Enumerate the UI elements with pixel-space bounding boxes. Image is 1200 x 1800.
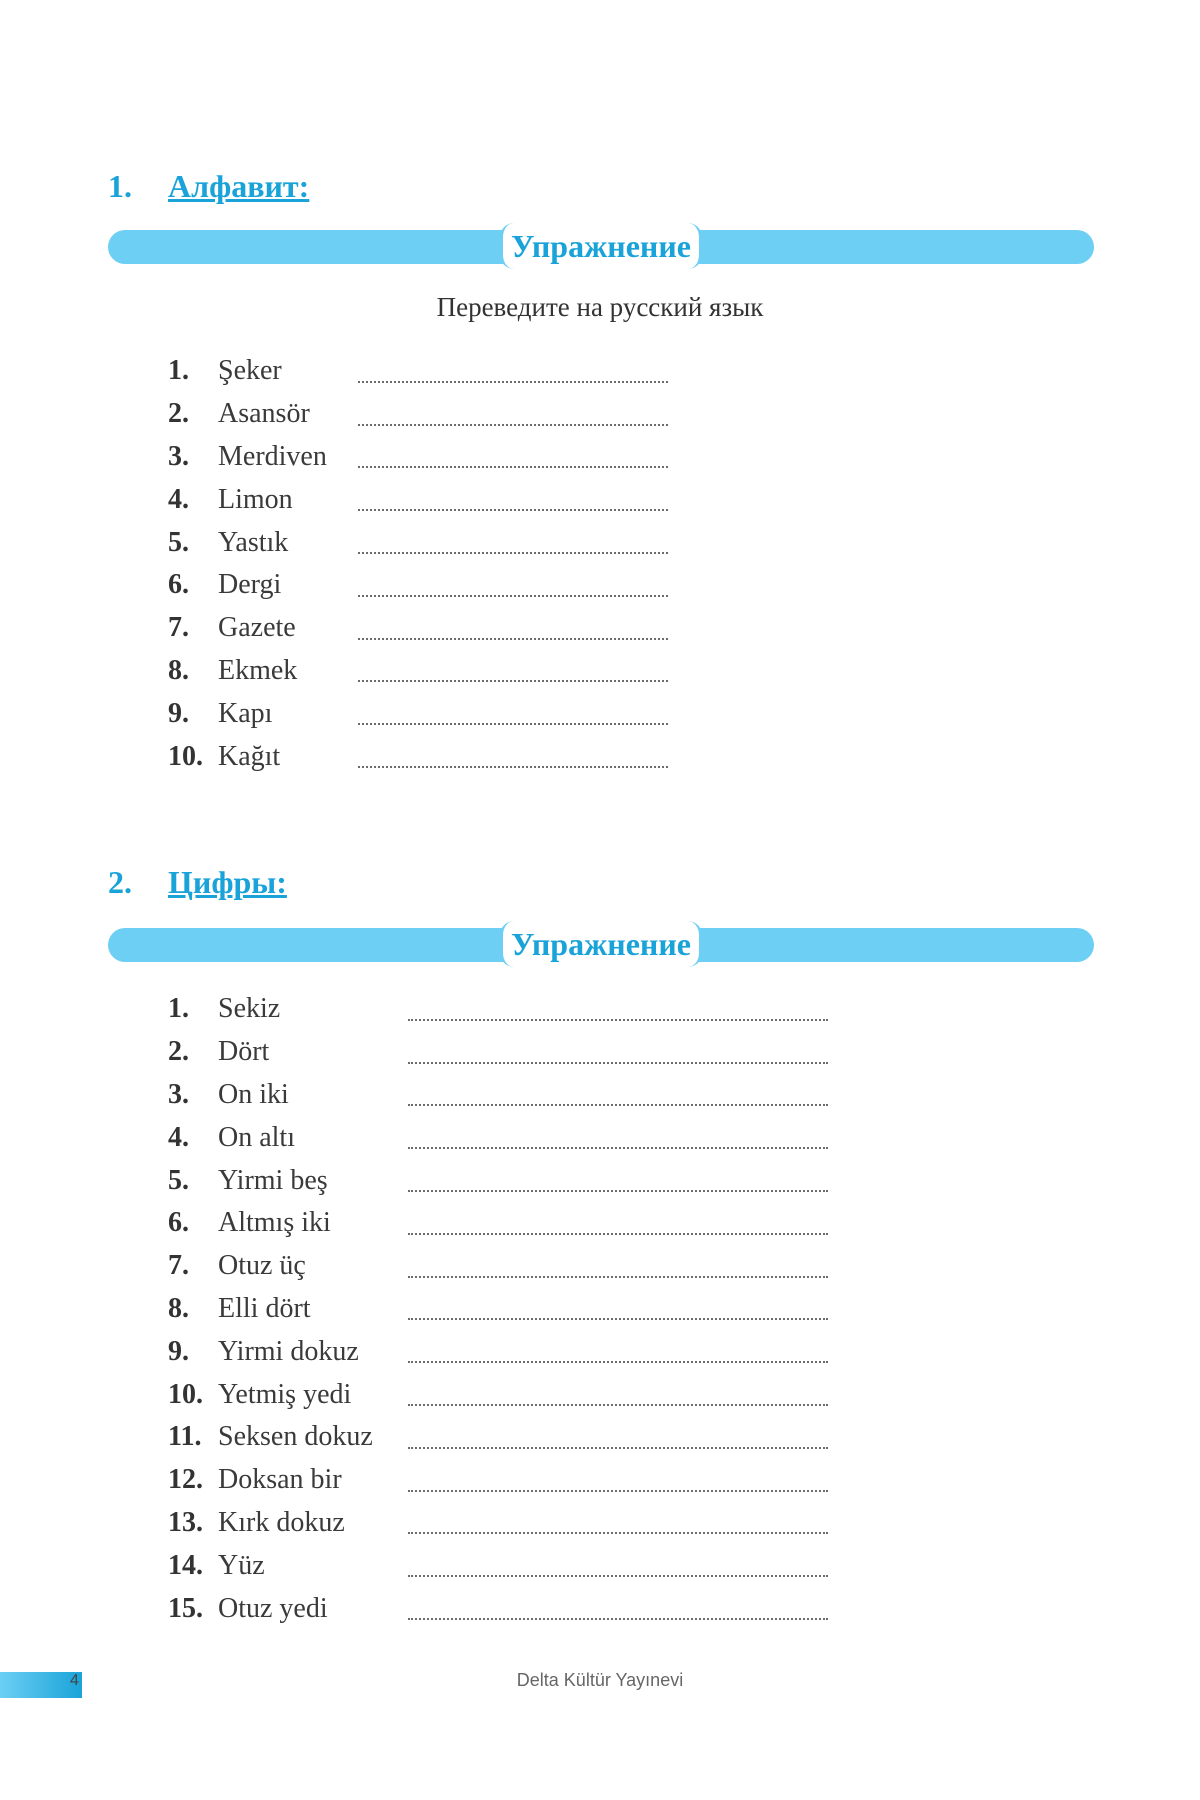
item-number: 2.	[168, 398, 189, 430]
exercise-item	[168, 1373, 373, 1416]
answer-line[interactable]	[408, 1019, 828, 1021]
exercise-item	[168, 478, 327, 521]
item-word: Kağıt	[218, 740, 281, 772]
item-word: Ekmek	[218, 654, 298, 686]
item-word: Şeker	[218, 355, 282, 387]
item-number: 1.	[168, 355, 189, 387]
exercise-item	[168, 393, 327, 436]
item-number: 6.	[168, 569, 189, 601]
exercise-item	[168, 1330, 373, 1373]
exercise-item	[168, 1288, 373, 1331]
item-word: Kapı	[218, 697, 273, 729]
item-word: On altı	[218, 1121, 295, 1153]
exercise-item	[168, 1459, 373, 1502]
item-number: 14.	[168, 1549, 203, 1581]
item-number: 10.	[168, 1378, 203, 1410]
answer-line[interactable]	[358, 680, 668, 682]
item-number: 11.	[168, 1421, 202, 1453]
exercise-item	[168, 1587, 373, 1630]
answer-line[interactable]	[408, 1532, 828, 1534]
answer-line[interactable]	[358, 638, 668, 640]
item-word: Yetmiş yedi	[218, 1378, 352, 1410]
item-number: 10.	[168, 740, 203, 772]
exercise-banner-1	[108, 230, 1094, 264]
exercise-item	[168, 988, 373, 1031]
item-word: Kırk dokuz	[218, 1506, 345, 1538]
item-word: Otuz üç	[218, 1250, 306, 1282]
item-number: 13.	[168, 1506, 203, 1538]
item-number: 7.	[168, 1250, 189, 1282]
item-number: 9.	[168, 1335, 189, 1367]
answer-line[interactable]	[358, 552, 668, 554]
item-number: 5.	[168, 526, 189, 558]
item-number: 3.	[168, 440, 189, 472]
item-number: 3.	[168, 1078, 189, 1110]
exercise-banner-2-label: Упражнение	[500, 921, 702, 967]
answer-line[interactable]	[408, 1190, 828, 1192]
exercise-item	[168, 650, 327, 693]
exercise-item	[168, 1202, 373, 1245]
answer-line[interactable]	[408, 1361, 828, 1363]
answer-line[interactable]	[358, 723, 668, 725]
answer-line[interactable]	[408, 1318, 828, 1320]
item-number: 6.	[168, 1207, 189, 1239]
instruction-text: Переведите на русский язык	[436, 292, 764, 322]
item-number: 2.	[168, 1036, 189, 1068]
page-number: 4	[70, 1672, 79, 1689]
answer-line[interactable]	[408, 1447, 828, 1449]
item-number: 5.	[168, 1164, 189, 1196]
item-word: Otuz yedi	[218, 1592, 328, 1624]
exercise-item	[168, 1416, 373, 1459]
exercise-item	[168, 1245, 373, 1288]
answer-line[interactable]	[408, 1618, 828, 1620]
answer-line[interactable]	[408, 1404, 828, 1406]
section-1-number: 1.	[108, 168, 132, 204]
item-word: Dört	[218, 1036, 270, 1068]
exercise-item	[168, 1116, 373, 1159]
section-2-title	[108, 864, 287, 901]
exercise-1-list	[168, 350, 327, 778]
item-number: 8.	[168, 1292, 189, 1324]
section-2-number: 2.	[108, 864, 132, 900]
answer-line[interactable]	[408, 1575, 828, 1577]
item-number: 15.	[168, 1592, 203, 1624]
exercise-item	[168, 350, 327, 393]
item-word: Gazete	[218, 612, 296, 644]
item-number: 4.	[168, 1121, 189, 1153]
answer-line[interactable]	[408, 1490, 828, 1492]
exercise-item	[168, 607, 327, 650]
answer-line[interactable]	[408, 1276, 828, 1278]
exercise-item	[168, 1031, 373, 1074]
answer-line[interactable]	[408, 1147, 828, 1149]
answer-line[interactable]	[358, 424, 668, 426]
item-number: 7.	[168, 612, 189, 644]
answer-line[interactable]	[408, 1104, 828, 1106]
answer-line[interactable]	[408, 1233, 828, 1235]
item-word: Seksen dokuz	[218, 1421, 373, 1453]
item-number: 9.	[168, 697, 189, 729]
exercise-2-list	[168, 988, 373, 1630]
item-word: Sekiz	[218, 993, 281, 1025]
item-word: Yirmi beş	[218, 1164, 328, 1196]
item-word: Limon	[218, 483, 293, 515]
section-1-title	[108, 168, 309, 205]
item-number: 8.	[168, 654, 189, 686]
section-2-name: Цифры:	[168, 864, 287, 900]
item-number: 12.	[168, 1464, 203, 1496]
item-word: Dergi	[218, 569, 282, 601]
exercise-item	[168, 1159, 373, 1202]
item-number: 4.	[168, 483, 189, 515]
answer-line[interactable]	[358, 466, 668, 468]
item-word: Yirmi dokuz	[218, 1335, 359, 1367]
exercise-item	[168, 436, 327, 479]
exercise-item	[168, 564, 327, 607]
answer-line[interactable]	[358, 509, 668, 511]
exercise-item	[168, 735, 327, 778]
item-number: 1.	[168, 993, 189, 1025]
item-word: Doksan bir	[218, 1464, 342, 1496]
item-word: Merdiven	[218, 440, 327, 472]
exercise-item	[168, 692, 327, 735]
answer-line[interactable]	[408, 1062, 828, 1064]
answer-line[interactable]	[358, 766, 668, 768]
exercise-item	[168, 1544, 373, 1587]
exercise-item	[168, 521, 327, 564]
item-word: On iki	[218, 1078, 289, 1110]
item-word: Yastık	[218, 526, 289, 558]
exercise-banner-2	[108, 928, 1094, 962]
item-word: Yüz	[218, 1549, 265, 1581]
item-word: Asansör	[218, 398, 310, 430]
exercise-item	[168, 1502, 373, 1545]
answer-line[interactable]	[358, 381, 668, 383]
publisher-name: Delta Kültür Yayınevi	[516, 1670, 684, 1690]
exercise-banner-1-label: Упражнение	[500, 223, 702, 269]
exercise-item	[168, 1074, 373, 1117]
item-word: Elli dört	[218, 1292, 311, 1324]
item-word: Altmış iki	[218, 1207, 331, 1239]
section-1-name: Алфавит:	[168, 168, 310, 204]
answer-line[interactable]	[358, 595, 668, 597]
